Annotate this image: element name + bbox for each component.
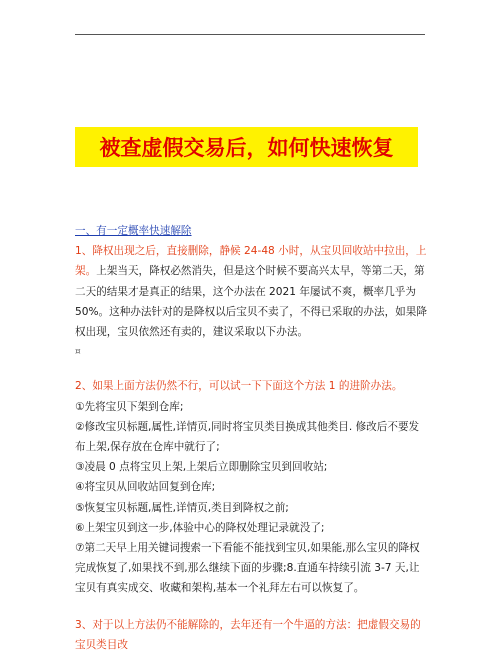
step-1: ①先将宝贝下架到仓库; [75,400,184,413]
section-1-body: 上架当天，降权必然消失，但是这个时候不要高兴太早，等第二天，第二天的结果才是真正的结果，这个办法在 2021 年屡试不爽，概率几乎为 50%。这种办法针对的是降权以后宝贝不卖了，不得已采取的办法，如果降权出现，宝贝依然还有卖的，建议采取以下办法。 [75,265,427,339]
top-divider [75,34,425,35]
document-body [75,221,427,655]
step-7: ⑦第二天早上用关键词搜索一下看能不能找到宝贝,如果能,那么宝贝的降权完成恢复了,如果找不到,那么继续下面的步骤;8.直通车持续引流 3-7 天,让宝贝有真实成交、收藏和架构,基本一个礼拜左右可以恢复了。 [75,542,420,595]
section-1-heading: 一、有一定概率快速解除 [75,225,192,237]
step-2: ②修改宝贝标题,属性,详情页,同时将宝贝类目换成其他类目. 修改后不要发布上架,保存放在仓库中就行了; [75,420,420,454]
section-1-paragraph [75,241,427,342]
step-4: ④将宝贝从回收站回复到仓库; [75,481,216,494]
spacer [75,362,427,376]
section-3-heading: 3、对于以上方法仍不能解除的，去年还有一个牛逼的方法：把虚假交易的宝贝类目改 [75,618,421,651]
step-6: ⑥上架宝贝到这一步,体验中心的降权处理记录就没了; [75,521,325,534]
section-1-lead: 1、降权出现之后，直接删除，静候 24-48 小时，从宝贝回收站中拉出，上架。 [75,245,427,278]
step-5: ⑤恢复宝贝标题,属性,详情页,类目到降权之前; [75,501,289,514]
paragraph-mark: ¤ [75,347,81,358]
section-2-heading: 2、如果上面方法仍然不行，可以试一下下面这个方法 1 的进阶办法。 [75,380,403,393]
spacer [75,599,427,615]
title-banner [75,127,418,167]
page-title: 被查虚假交易后，如何快速恢复 [99,136,394,160]
step-3: ③凌晨 0 点将宝贝上架,上架后立即删除宝贝到回收站; [75,461,328,474]
